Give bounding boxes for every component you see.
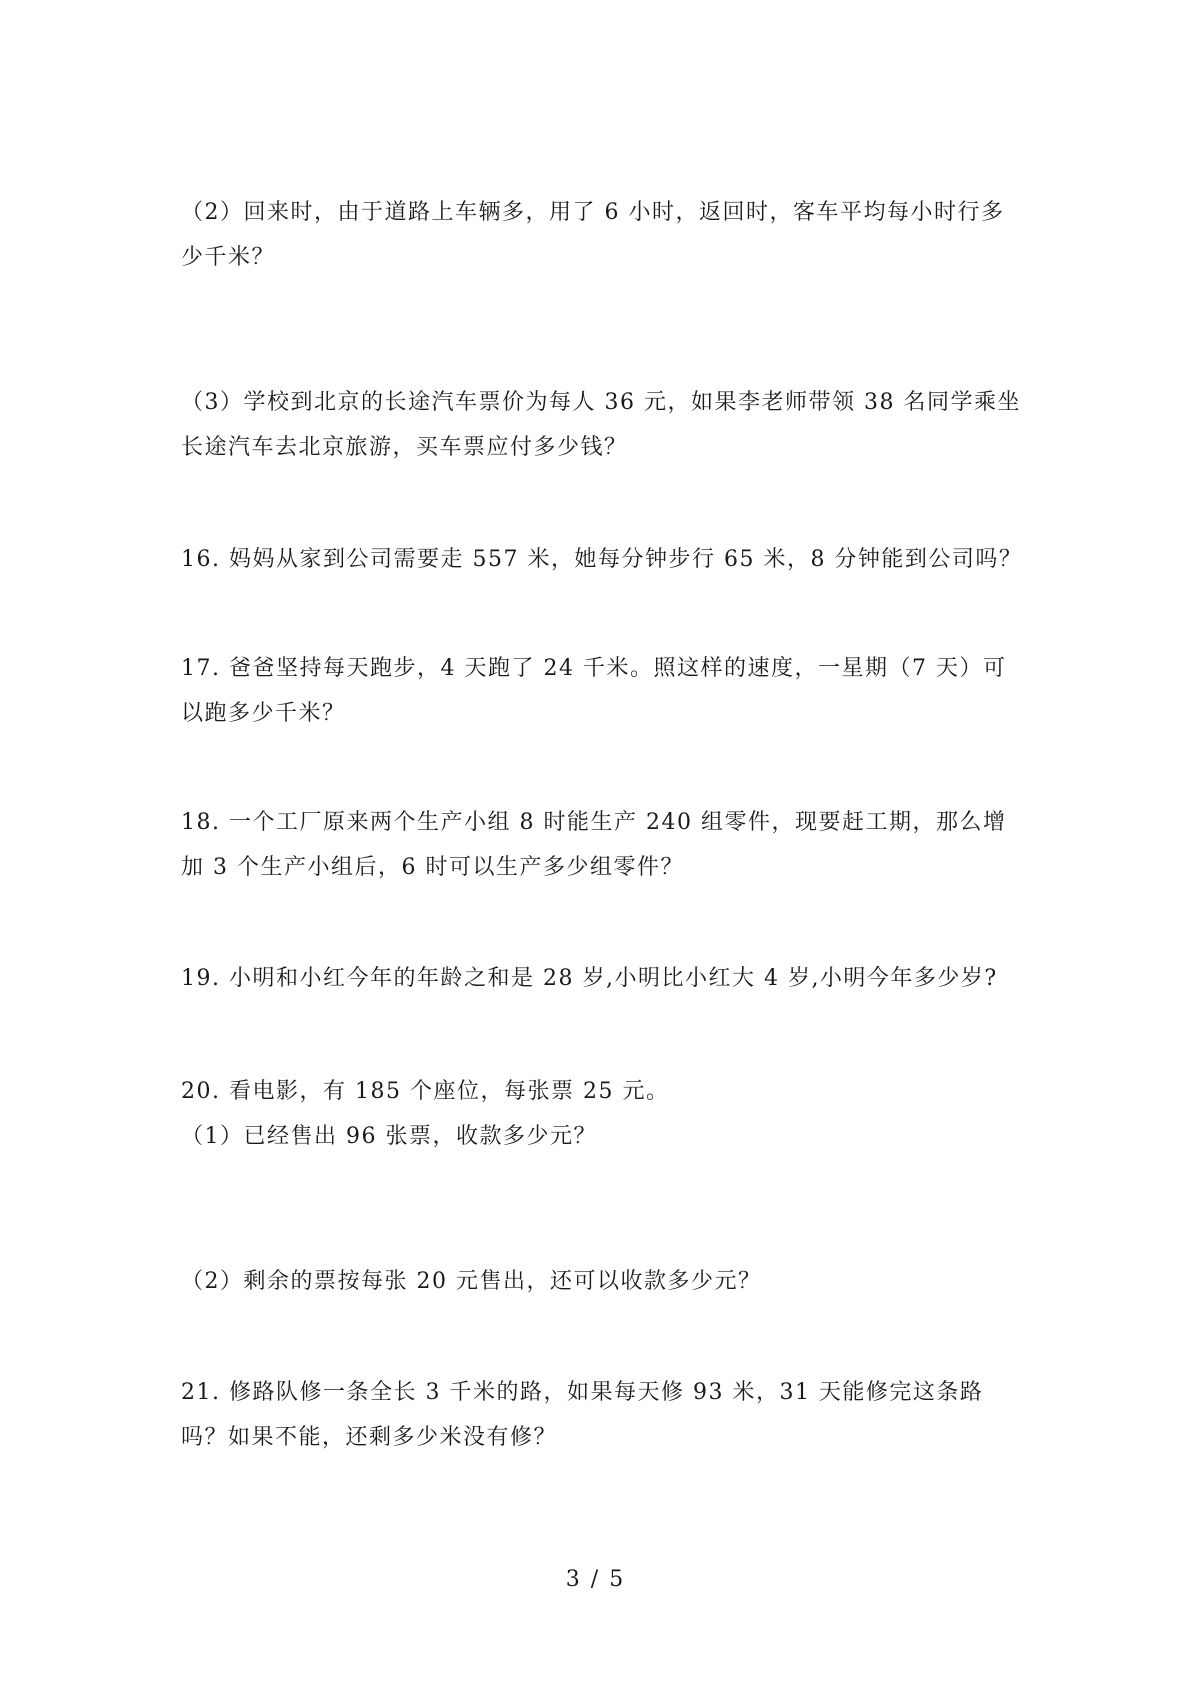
q17-line1: 17. 爸爸坚持每天跑步，4 天跑了 24 千米。照这样的速度，一星期（7 天）可 [181,656,1007,681]
q15-part3-line1: （3）学校到北京的长途汽车票价为每人 36 元，如果李老师带领 38 名同学乘坐 [181,390,1021,415]
q15-part2-line1: （2）回来时，由于道路上车辆多，用了 6 小时，返回时，客车平均每小时行多 [181,200,1005,225]
q18-line1: 18. 一个工厂原来两个生产小组 8 时能生产 240 组零件，现要赶工期，那么增 [181,810,1007,835]
q20-line1: 20. 看电影，有 185 个座位，每张票 25 元。 [181,1079,670,1104]
q15-part3-line2: 长途汽车去北京旅游，买车票应付多少钱？ [181,435,628,460]
q20-part1-line1: （1）已经售出 96 张票，收款多少元？ [181,1124,597,1149]
page-number: 3 / 5 [565,1567,626,1592]
q15-part2-line2: 少千米？ [181,245,276,270]
q16-line1: 16. 妈妈从家到公司需要走 557 米，她每分钟步行 65 米，8 分钟能到公司吗？ [181,547,1023,572]
q18-line2: 加 3 个生产小组后，6 时可以生产多少组零件？ [181,855,684,880]
q20-part2-line1: （2）剩余的票按每张 20 元售出，还可以收款多少元？ [181,1269,762,1294]
q21-line1: 21. 修路队修一条全长 3 千米的路，如果每天修 93 米，31 天能修完这条路 [181,1380,984,1405]
q19-line1: 19. 小明和小红今年的年龄之和是 28 岁,小明比小红大 4 岁,小明今年多少岁? [181,966,998,991]
q17-line2: 以跑多少千米？ [181,701,346,726]
q21-line2: 吗？如果不能，还剩多少米没有修？ [181,1425,558,1450]
